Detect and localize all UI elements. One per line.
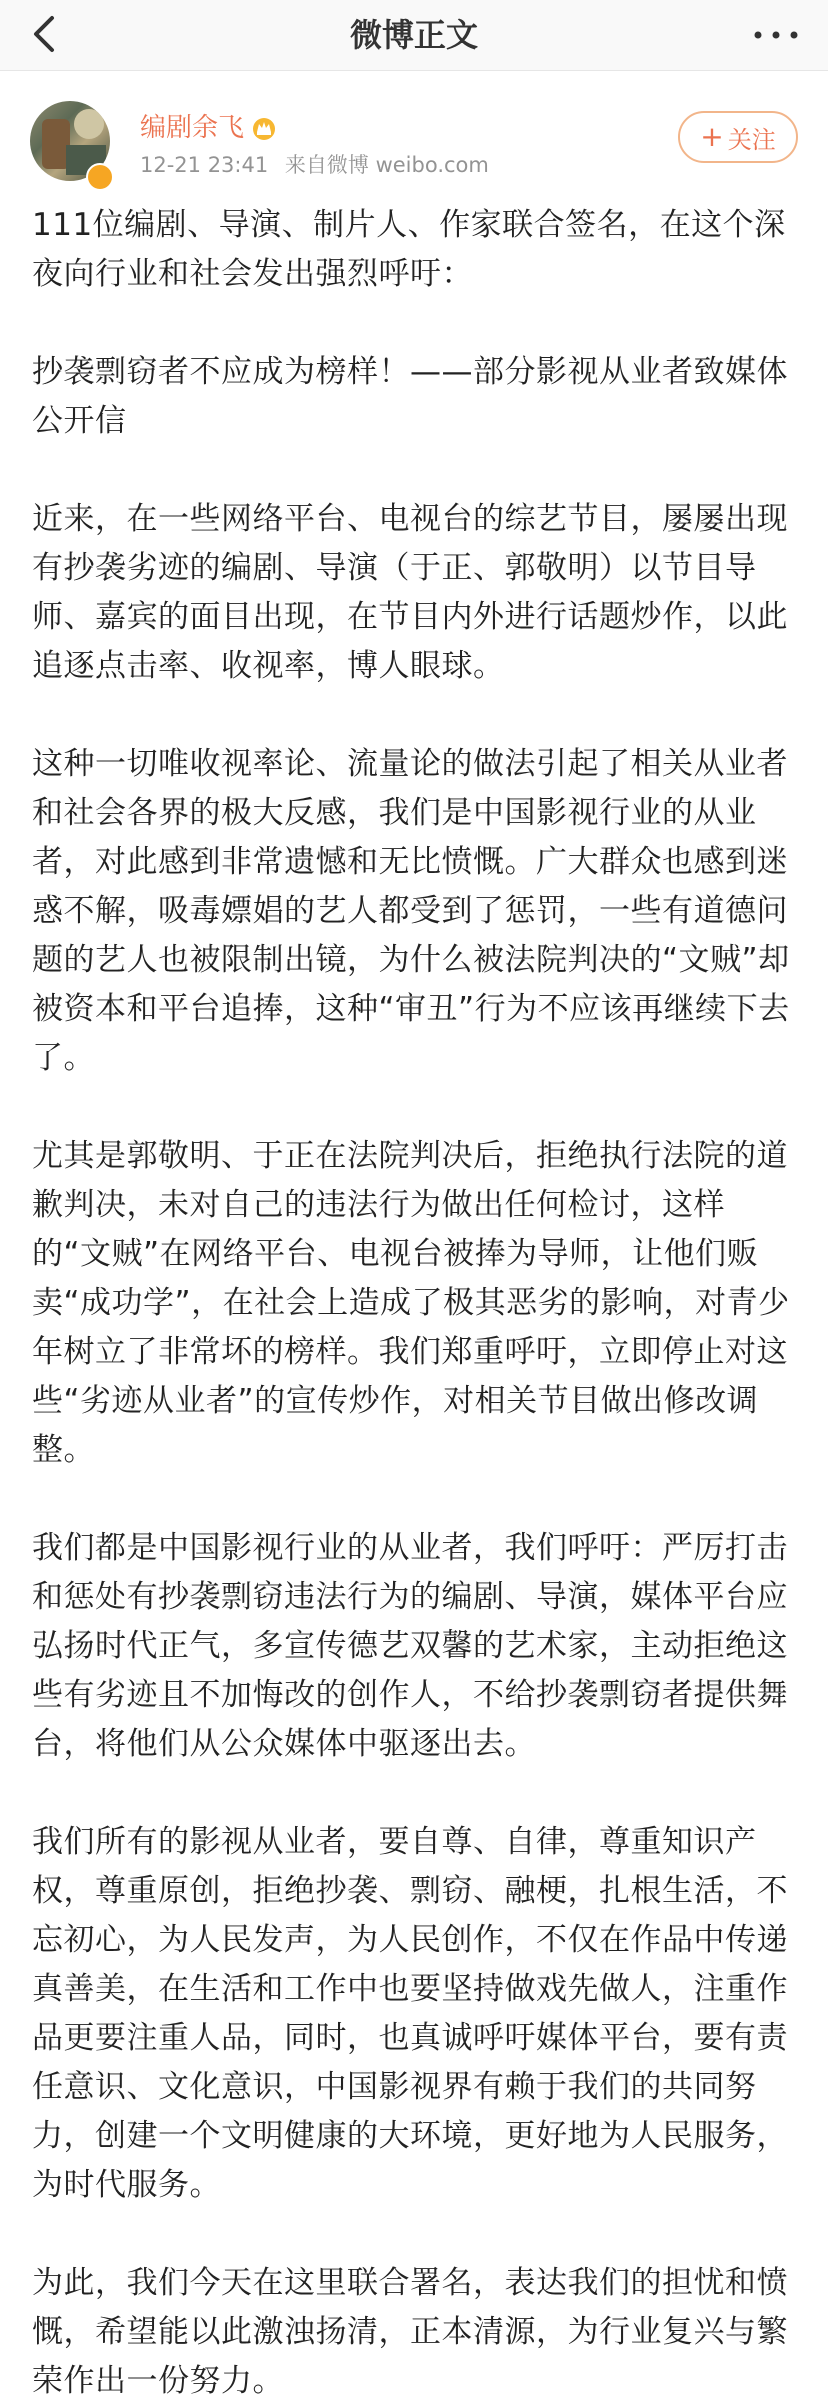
post-content (0, 197, 828, 2406)
follow-label: 关注 (727, 125, 776, 154)
post-paragraph: 111位编剧、导演、制片人、作家联合签名，在这个深夜向行业和社会发出强烈呼吁： (32, 207, 786, 292)
top-nav-bar (0, 0, 828, 71)
follow-button[interactable] (678, 111, 798, 163)
page-title: 微博正文 (349, 16, 478, 54)
author-name[interactable]: 编剧余飞 (140, 113, 245, 143)
post-paragraph: 尤其是郭敬明、于正在法院判决后，拒绝执行法院的道歉判决，未对自己的违法行为做出任何检讨，这样的“文贼”在网络平台、电视台被捧为导师，让他们贩卖“成功学”，在社会上造成了极其恶劣的影响，对青少年树立了非常坏的榜样。我们郑重呼吁，立即停止对这些“劣迹从业者”的宣传炒作，对相关节目做出修改调整。 (32, 1138, 790, 1468)
post-paragraph: 这种一切唯收视率论、流量论的做法引起了相关从业者和社会各界的极大反感，我们是中国影视行业的从业者，对此感到非常遗憾和无比愤慨。广大群众也感到迷惑不解，吸毒嫖娼的艺人都受到了惩罚，一些有道德问题的艺人也被限制出镜，为什么被法院判决的“文贼”却被资本和平台追捧，这种“审丑”行为不应该再继续下去了。 (32, 746, 790, 1076)
post-paragraph: 近来，在一些网络平台、电视台的综艺节目，屡屡出现有抄袭劣迹的编剧、导演（于正、郭敬明）以节目导师、嘉宾的面目出现，在节目内外进行话题炒作，以此追逐点击率、收视率，博人眼球。 (32, 501, 788, 684)
post-source: 来自微博 weibo.com (284, 153, 489, 177)
post-paragraph: 我们都是中国影视行业的从业者，我们呼吁：严厉打击和惩处有抄袭剽窃违法行为的编剧、导演，媒体平台应弘扬时代正气，多宣传德艺双馨的艺术家，主动拒绝这些有劣迹且不加悔改的创作人，不给抄袭剽窃者提供舞台，将他们从公众媒体中驱逐出去。 (32, 1530, 788, 1762)
post-paragraph: 我们所有的影视从业者，要自尊、自律，尊重知识产权，尊重原创，拒绝抄袭、剽窃、融梗，扎根生活，不忘初心，为人民发声，为人民创作，不仅在作品中传递真善美，在生活和工作中也要坚持做戏先做人，注重作品更要注重人品，同时，也真诚呼吁媒体平台，要有责任意识、文化意识，中国影视界有赖于我们的共同努力，创建一个文明健康的大环境，更好地为人民服务，为时代服务。 (32, 1824, 788, 2203)
post-time: 12-21 23:41 (140, 153, 269, 177)
plus-icon: + (700, 120, 724, 153)
more-button[interactable] (746, 14, 806, 56)
crown-icon (250, 114, 278, 142)
post-meta (140, 151, 489, 179)
post-paragraph: 抄袭剽窃者不应成为榜样！——部分影视从业者致媒体公开信 (32, 354, 788, 439)
author-header (0, 71, 828, 197)
vip-badge-icon (86, 163, 114, 191)
post-paragraph: 为此，我们今天在这里联合署名，表达我们的担忧和愤慨，希望能以此激浊扬清，正本清源，为行业复兴与繁荣作出一份努力。 (32, 2265, 788, 2399)
author-name-row (140, 111, 278, 145)
more-dots-icon (746, 14, 806, 56)
